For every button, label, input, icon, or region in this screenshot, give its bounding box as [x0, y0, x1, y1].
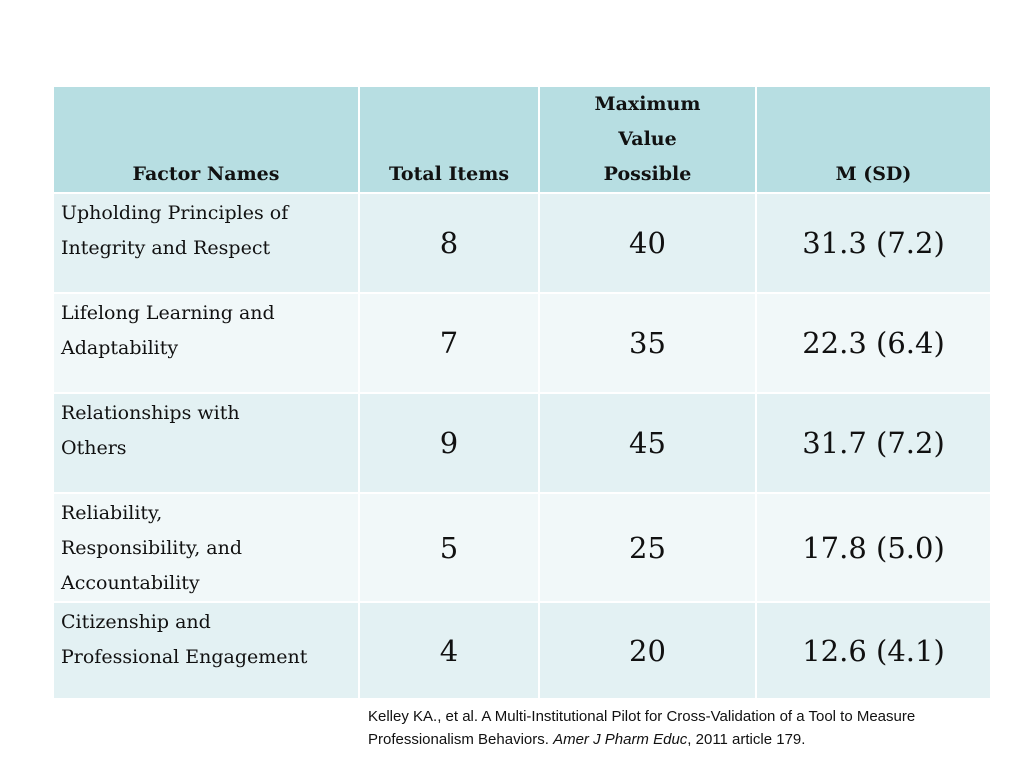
max-value-cell: 20 [539, 602, 756, 699]
header-max-value-line1: Maximum [594, 93, 701, 115]
factor-name-line: Upholding Principles of [61, 202, 289, 224]
total-items-cell: 8 [359, 193, 539, 293]
citation-text: Kelley KA., et al. A Multi-Institutional Pilot for Cross-Validation of a Tool to Measure Professionalism Behaviors. [368, 708, 916, 748]
max-value-cell: 45 [539, 393, 756, 493]
factor-name-line: Accountability [61, 572, 200, 594]
factor-name-cell [53, 393, 359, 493]
m-sd-cell: 31.7 (7.2) [756, 393, 991, 493]
table-row [53, 293, 991, 393]
factor-name-line: Relationships with [61, 402, 240, 424]
citation [368, 705, 1008, 751]
table-header [53, 86, 991, 193]
header-max-value-line2: Value [618, 128, 677, 150]
total-items-cell: 7 [359, 293, 539, 393]
m-sd-cell: 31.3 (7.2) [756, 193, 991, 293]
factor-name-line: Others [61, 437, 127, 459]
table-row [53, 393, 991, 493]
m-sd-cell: 17.8 (5.0) [756, 493, 991, 602]
total-items-cell: 9 [359, 393, 539, 493]
table-row [53, 193, 991, 293]
header-row [53, 86, 991, 193]
m-sd-cell: 22.3 (6.4) [756, 293, 991, 393]
factor-name-line: Lifelong Learning and [61, 302, 275, 324]
citation-journal: Amer J Pharm Educ [553, 731, 688, 748]
factor-name-line: Citizenship and [61, 611, 211, 633]
header-max-value [539, 86, 756, 193]
factor-name-cell [53, 493, 359, 602]
factor-name-cell [53, 193, 359, 293]
factor-name-cell [53, 293, 359, 393]
citation-details: , 2011 article 179. [687, 731, 806, 748]
factor-name-line: Integrity and Respect [61, 237, 271, 259]
factors-table [52, 85, 992, 700]
factor-name-cell [53, 602, 359, 699]
max-value-cell: 25 [539, 493, 756, 602]
table-row [53, 602, 991, 699]
header-factor-names: Factor Names [53, 86, 359, 193]
factor-name-line: Professional Engagement [61, 646, 308, 668]
total-items-cell: 4 [359, 602, 539, 699]
header-total-items: Total Items [359, 86, 539, 193]
factor-name-line: Adaptability [61, 337, 179, 359]
table-row [53, 493, 991, 602]
header-m-sd: M (SD) [756, 86, 991, 193]
m-sd-cell: 12.6 (4.1) [756, 602, 991, 699]
max-value-cell: 35 [539, 293, 756, 393]
table-body [53, 193, 991, 699]
factor-name-line: Responsibility, and [61, 537, 243, 559]
total-items-cell: 5 [359, 493, 539, 602]
factor-name-line: Reliability, [61, 502, 163, 524]
max-value-cell: 40 [539, 193, 756, 293]
header-max-value-line3: Possible [603, 163, 692, 185]
